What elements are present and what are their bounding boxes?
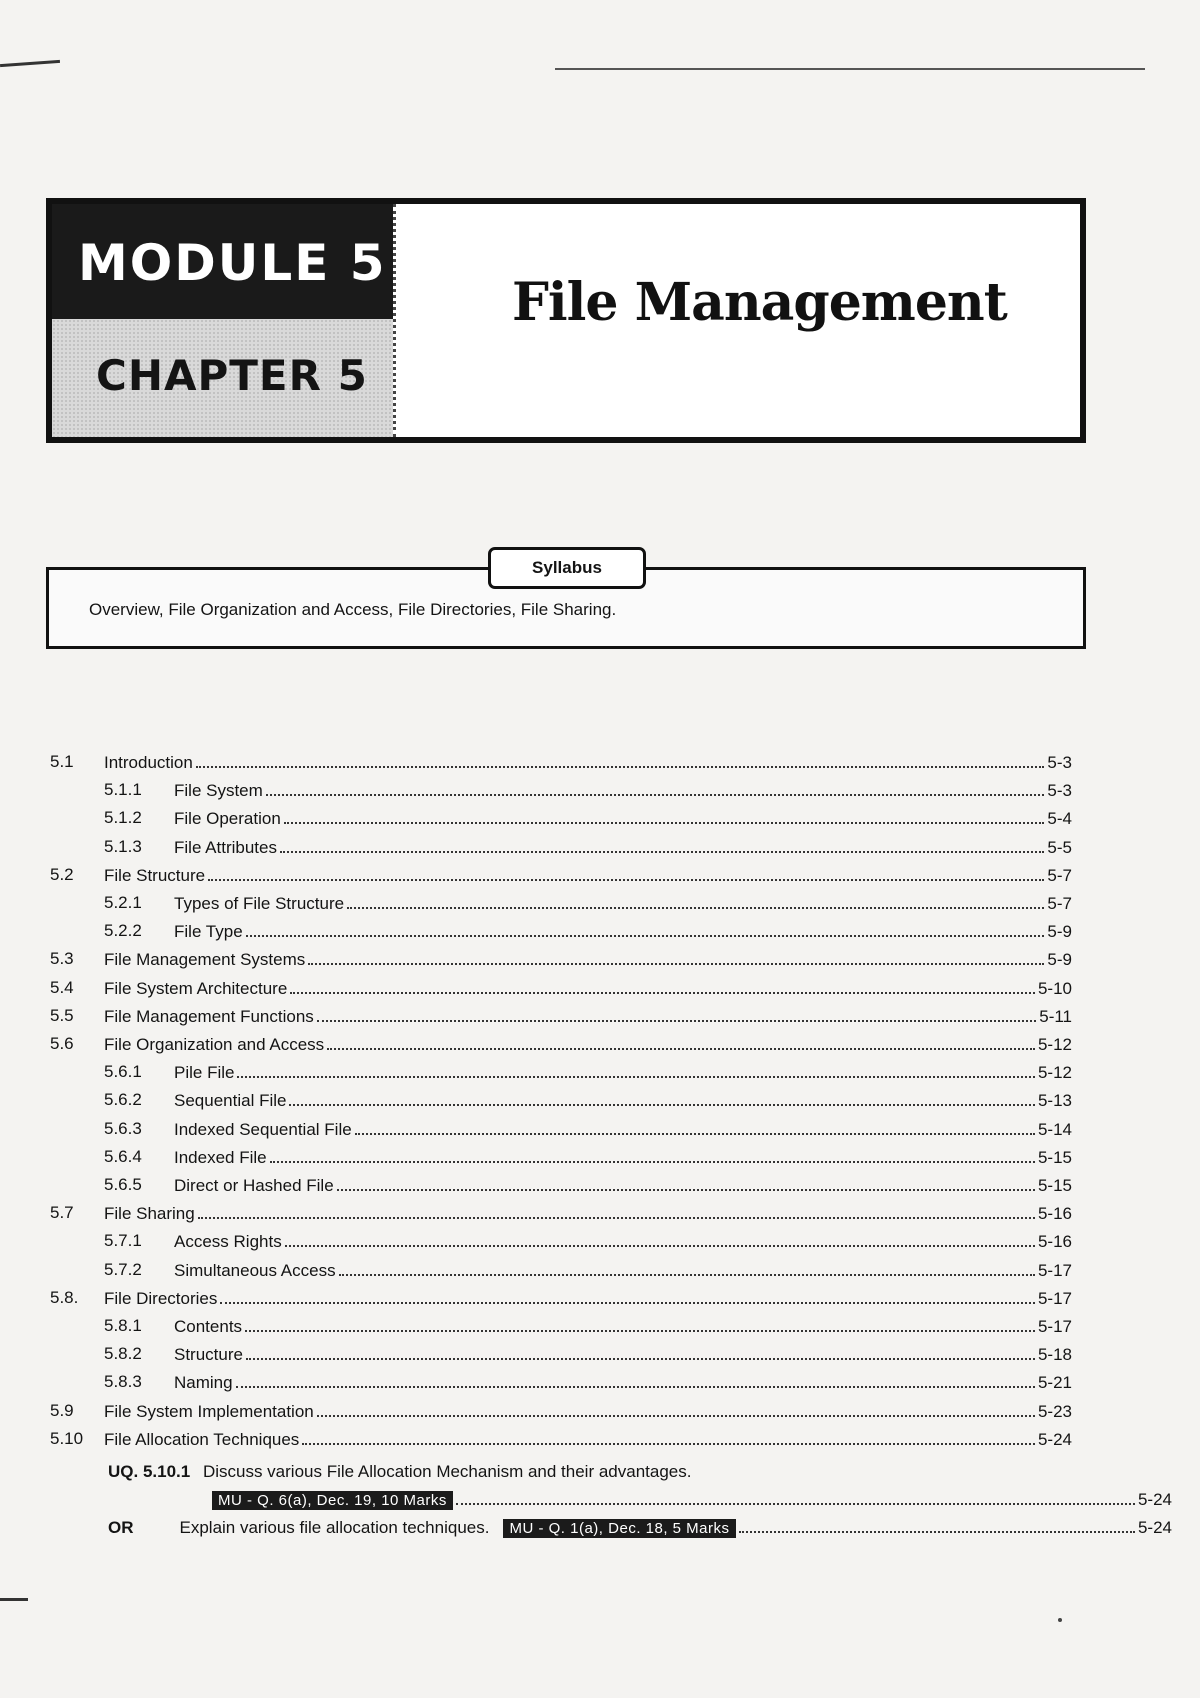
toc-page: 5-7 [1047,894,1072,913]
toc-title: Introduction [104,753,193,772]
toc-title: Pile File [174,1063,235,1082]
leader-dots [266,780,1045,796]
module-label: MODULE 5 [78,234,387,292]
toc-page: 5-13 [1037,1091,1072,1110]
toc-entry [0,1119,1100,1145]
toc-title: Contents [174,1317,243,1336]
toc-number: 5.6.1 [104,1062,142,1081]
leader-dots [739,1517,1135,1533]
toc-entry [0,752,1100,778]
toc-number: 5.1.1 [104,780,142,799]
toc-page: 5-23 [1037,1402,1072,1421]
toc-page: 5-17 [1037,1261,1072,1280]
syllabus-label: Syllabus [488,547,646,589]
page-edge-line [555,68,1145,70]
toc-number: 5.5 [50,1006,74,1025]
toc-number: 5.10 [50,1429,84,1448]
toc-page: 5-24 [1037,1430,1072,1449]
toc-leader [174,1372,1072,1393]
toc-entry [0,1316,1100,1342]
toc-leader [174,1147,1072,1168]
toc-entry [0,1288,1100,1314]
toc-entry [0,1401,1100,1427]
toc-leader [174,1062,1072,1083]
toc-page: 5-16 [1037,1204,1072,1223]
toc-leader [104,1429,1072,1450]
toc-entry [0,1203,1100,1229]
toc-page: 5-21 [1037,1373,1072,1392]
toc-leader [174,837,1072,858]
leader-dots [196,752,1045,768]
toc-entry [0,1344,1100,1370]
toc-leader [104,949,1072,970]
toc-title: File Allocation Techniques [104,1430,300,1449]
toc-title: Structure [174,1345,243,1364]
leader-dots [289,1090,1035,1106]
toc-entry [0,1429,1100,1455]
toc-number: 5.8.3 [104,1372,142,1391]
uq-marks-row [212,1489,1172,1510]
uq-or-row [108,1517,1172,1538]
leader-dots [270,1147,1035,1163]
leader-dots [198,1203,1035,1219]
toc-title: Naming [174,1373,233,1392]
toc-page: 5-9 [1047,950,1072,969]
uq-alt-page: 5-24 [1137,1518,1172,1537]
leader-dots [317,1401,1035,1417]
toc-title: File Structure [104,866,206,885]
leader-dots [302,1429,1035,1445]
toc-entry [0,1175,1100,1201]
toc-number: 5.8.1 [104,1316,142,1335]
toc-title: File Directories [104,1289,218,1308]
toc-leader [174,921,1072,942]
toc-page: 5-7 [1047,866,1072,885]
module-box [52,204,393,319]
toc-leader [174,780,1072,801]
leader-dots [355,1119,1035,1135]
toc-page: 5-16 [1037,1232,1072,1251]
toc-leader [174,1260,1072,1281]
toc-title: File Management Functions [104,1007,314,1026]
toc-page: 5-3 [1047,753,1072,772]
toc-title: Indexed File [174,1148,267,1167]
toc-leader [174,1175,1072,1196]
leader-dots [317,1006,1036,1022]
uq-page: 5-24 [1137,1490,1172,1509]
toc-leader [104,1006,1072,1027]
toc-entry [0,949,1100,975]
toc-page: 5-14 [1037,1120,1072,1139]
toc-page: 5-11 [1039,1007,1072,1026]
leader-dots [327,1034,1035,1050]
leader-dots [208,865,1044,881]
marks-badge: MU - Q. 6(a), Dec. 19, 10 Marks [212,1491,453,1510]
toc-title: File System [174,781,263,800]
leader-dots [339,1260,1035,1276]
toc-number: 5.1.3 [104,837,142,856]
toc-number: 5.8. [50,1288,79,1307]
chapter-label: CHAPTER 5 [96,351,368,400]
toc-page: 5-12 [1037,1063,1072,1082]
toc-page: 5-9 [1047,922,1072,941]
toc-title: Access Rights [174,1232,282,1251]
toc-title: Simultaneous Access [174,1261,336,1280]
toc-page: 5-15 [1037,1148,1072,1167]
toc-number: 5.8.2 [104,1344,142,1363]
leader-dots [284,808,1045,824]
toc-entry [0,893,1100,919]
toc-leader [174,1231,1072,1252]
toc-number: 5.6.2 [104,1090,142,1109]
toc-number: 5.1 [50,752,74,771]
toc-number: 5.6.5 [104,1175,142,1194]
toc-number: 5.6.4 [104,1147,142,1166]
toc-entry [0,1006,1100,1032]
leader-dots [236,1372,1035,1388]
toc-title: File Operation [174,809,281,828]
leader-dots [246,921,1045,937]
toc-number: 5.6 [50,1034,74,1053]
toc-entry [0,1090,1100,1116]
toc-leader [104,865,1072,886]
leader-dots [308,949,1044,965]
toc-title: Sequential File [174,1091,287,1110]
speck [1058,1618,1062,1622]
syllabus-text: Overview, File Organization and Access, File Directories, File Sharing. [89,600,617,619]
leader-dots [220,1288,1035,1304]
toc-number: 5.3 [50,949,74,968]
chapter-box [52,319,393,437]
toc-page: 5-10 [1037,979,1072,998]
leader-dots [290,978,1035,994]
toc-title: File Attributes [174,838,277,857]
toc-leader [104,752,1072,773]
toc-leader [174,1316,1072,1337]
toc-entry [0,1260,1100,1286]
toc-number: 5.4 [50,978,74,997]
toc-number: 5.2.2 [104,921,142,940]
toc-page: 5-17 [1037,1317,1072,1336]
leader-dots [280,837,1044,853]
uq-number: UQ. 5.10.1 [108,1462,191,1481]
toc-page: 5-15 [1037,1176,1072,1195]
leader-dots [347,893,1044,909]
toc-entry [0,1034,1100,1060]
toc-leader [174,1090,1072,1111]
toc-entry [0,1062,1100,1088]
chapter-banner [46,198,1086,443]
toc-page: 5-18 [1037,1345,1072,1364]
toc-leader [174,1119,1072,1140]
leader-dots [456,1489,1135,1505]
toc-title: File Sharing [104,1204,195,1223]
toc-number: 5.7 [50,1203,74,1222]
uq-question-row [108,1462,691,1482]
leader-dots [237,1062,1035,1078]
toc-title: Direct or Hashed File [174,1176,334,1195]
toc-title: File Management Systems [104,950,306,969]
toc-title: Types of File Structure [174,894,345,913]
toc-page: 5-5 [1047,838,1072,857]
toc-number: 5.6.3 [104,1119,142,1138]
toc-leader [104,1034,1072,1055]
leader-dots [337,1175,1035,1191]
toc-leader [104,978,1072,999]
toc-entry [0,865,1100,891]
toc-leader [104,1401,1072,1422]
toc-page: 5-4 [1047,809,1072,828]
toc-entry [0,1372,1100,1398]
toc-title: Indexed Sequential File [174,1120,352,1139]
toc-number: 5.7.2 [104,1260,142,1279]
toc-entry [0,921,1100,947]
toc-number: 5.9 [50,1401,74,1420]
toc-number: 5.1.2 [104,808,142,827]
toc-number: 5.2.1 [104,893,142,912]
toc-page: 5-17 [1037,1289,1072,1308]
uq-question: Discuss various File Allocation Mechanism and their advantages. [202,1462,692,1481]
chapter-title: File Management [512,272,1007,333]
toc-entry [0,808,1100,834]
uq-alt-question: Explain various file allocation techniques. [179,1518,490,1537]
toc-leader [174,1344,1072,1365]
leader-dots [245,1316,1035,1332]
toc-leader [174,808,1072,829]
banner-left-panel [52,204,396,437]
toc-title: File Type [174,922,243,941]
toc-number: 5.2 [50,865,74,884]
leader-dots [285,1231,1035,1247]
toc-entry [0,837,1100,863]
alt-marks-badge: MU - Q. 1(a), Dec. 18, 5 Marks [503,1519,735,1538]
toc-title: File Organization and Access [104,1035,325,1054]
leader-dots [246,1344,1035,1360]
toc-entry [0,978,1100,1004]
toc-page: 5-3 [1047,781,1072,800]
toc-leader [104,1203,1072,1224]
toc-title: File System Architecture [104,979,288,998]
toc-number: 5.7.1 [104,1231,142,1250]
toc-entry [0,1147,1100,1173]
toc-leader [104,1288,1072,1309]
toc-entry [0,780,1100,806]
or-label: OR [108,1518,134,1537]
page-edge-mark [0,1598,28,1601]
toc-page: 5-12 [1037,1035,1072,1054]
page-edge-shadow [0,60,60,67]
toc-leader [174,893,1072,914]
toc-title: File System Implementation [104,1402,314,1421]
toc-entry [0,1231,1100,1257]
